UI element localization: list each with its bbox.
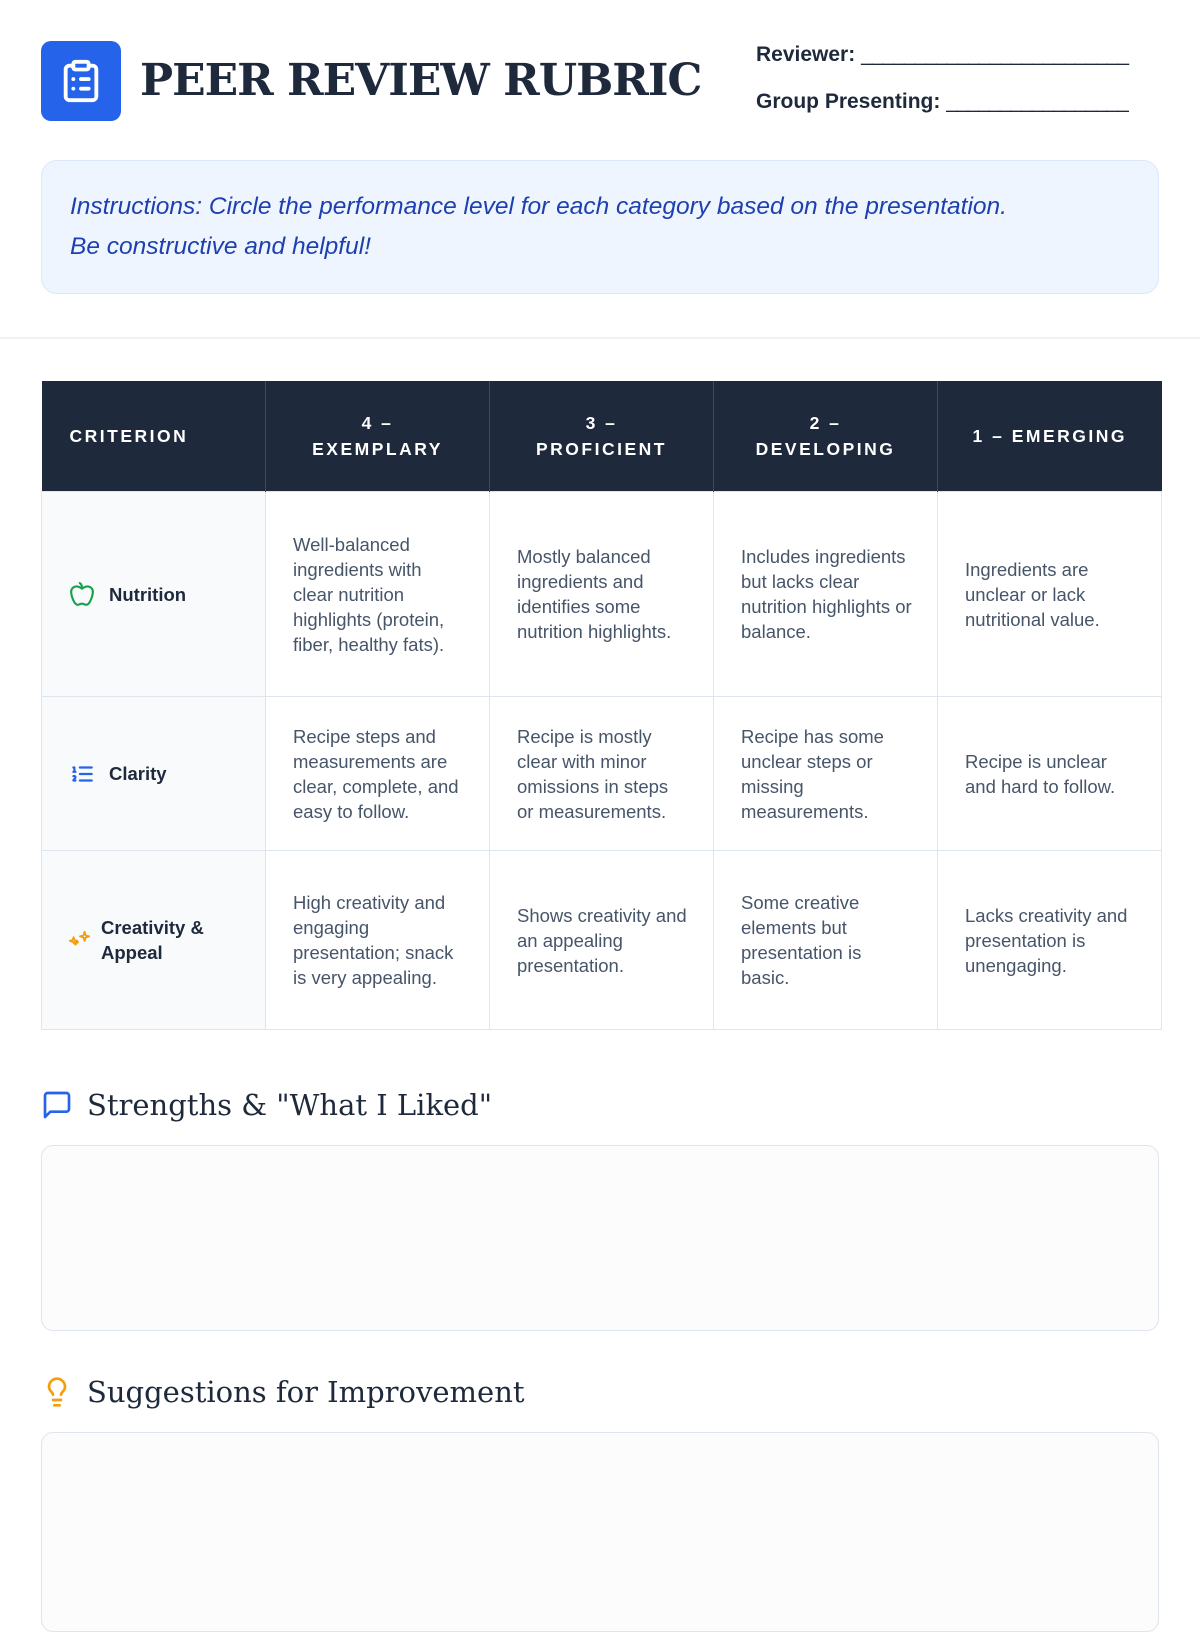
header-proficient: 3 – PROFICIENT (490, 381, 714, 492)
sparkles-icon (69, 925, 93, 955)
header-criterion: CRITERION (42, 381, 266, 492)
level-4-cell[interactable]: High creativity and engaging presentation; snack is very appealing. (266, 851, 490, 1030)
group-presenting-field[interactable] (756, 88, 1161, 135)
level-2-cell[interactable]: Recipe has some unclear steps or missing measurements. (714, 697, 938, 851)
criterion-cell (42, 492, 266, 697)
criterion-cell (42, 697, 266, 851)
instructions-line-2: Be constructive and helpful! (70, 233, 371, 260)
header-exemplary: 4 – EXEMPLARY (266, 381, 490, 492)
strengths-answer-box[interactable] (41, 1145, 1159, 1331)
rubric-row-clarity (42, 697, 1162, 851)
section-divider (0, 337, 1200, 339)
level-3-cell[interactable]: Shows creativity and an appealing presentation. (490, 851, 714, 1030)
lightbulb-icon (41, 1375, 75, 1409)
criterion-label: Nutrition (109, 583, 187, 605)
instructions-line-1: Instructions: Circle the performance level for each category based on the presentation. (70, 193, 1007, 220)
reviewer-label: Reviewer: (756, 43, 856, 66)
level-3-cell[interactable]: Mostly balanced ingredients and identifies some nutrition highlights. (490, 492, 714, 697)
reviewer-field[interactable] (756, 41, 1161, 88)
suggestions-answer-box[interactable] (41, 1432, 1159, 1632)
clipboard-icon (41, 41, 121, 121)
message-square-icon (41, 1088, 75, 1122)
instructions-box (41, 160, 1159, 294)
criterion-label: Clarity (109, 763, 167, 784)
criterion-cell (42, 851, 266, 1030)
reviewer-blank-line[interactable]: _________________________ (861, 43, 1129, 66)
list-ordered-icon (69, 759, 99, 789)
header-emerging: 1 – EMERGING (938, 381, 1162, 492)
rubric-row-creativity (42, 851, 1162, 1030)
rubric-row-nutrition (42, 492, 1162, 697)
level-1-cell[interactable]: Ingredients are unclear or lack nutritional value. (938, 492, 1162, 697)
reviewer-info (756, 41, 1161, 135)
strengths-title: Strengths & "What I Liked" (87, 1088, 493, 1122)
group-presenting-blank-line[interactable]: _________________ (946, 90, 1128, 113)
suggestions-heading (41, 1375, 525, 1409)
level-1-cell[interactable]: Recipe is unclear and hard to follow. (938, 697, 1162, 851)
level-4-cell[interactable]: Well-balanced ingredients with clear nutrition highlights (protein, fiber, healthy fats). (266, 492, 490, 697)
group-presenting-label: Group Presenting: (756, 90, 941, 113)
level-4-cell[interactable]: Recipe steps and measurements are clear, complete, and easy to follow. (266, 697, 490, 851)
level-2-cell[interactable]: Some creative elements but presentation is basic. (714, 851, 938, 1030)
rubric-header-row (42, 381, 1162, 492)
page-title: PEER REVIEW RUBRIC (140, 55, 702, 106)
header-developing: 2 – DEVELOPING (714, 381, 938, 492)
strengths-heading (41, 1088, 492, 1122)
page-header (41, 41, 1161, 121)
suggestions-title: Suggestions for Improvement (87, 1375, 525, 1409)
level-3-cell[interactable]: Recipe is mostly clear with minor omissions in steps or measurements. (490, 697, 714, 851)
level-1-cell[interactable]: Lacks creativity and presentation is unengaging. (938, 851, 1162, 1030)
rubric-table (41, 381, 1162, 1030)
apple-icon (69, 579, 99, 609)
criterion-label: Creativity & Appeal (101, 917, 204, 963)
level-2-cell[interactable]: Includes ingredients but lacks clear nutrition highlights or balance. (714, 492, 938, 697)
